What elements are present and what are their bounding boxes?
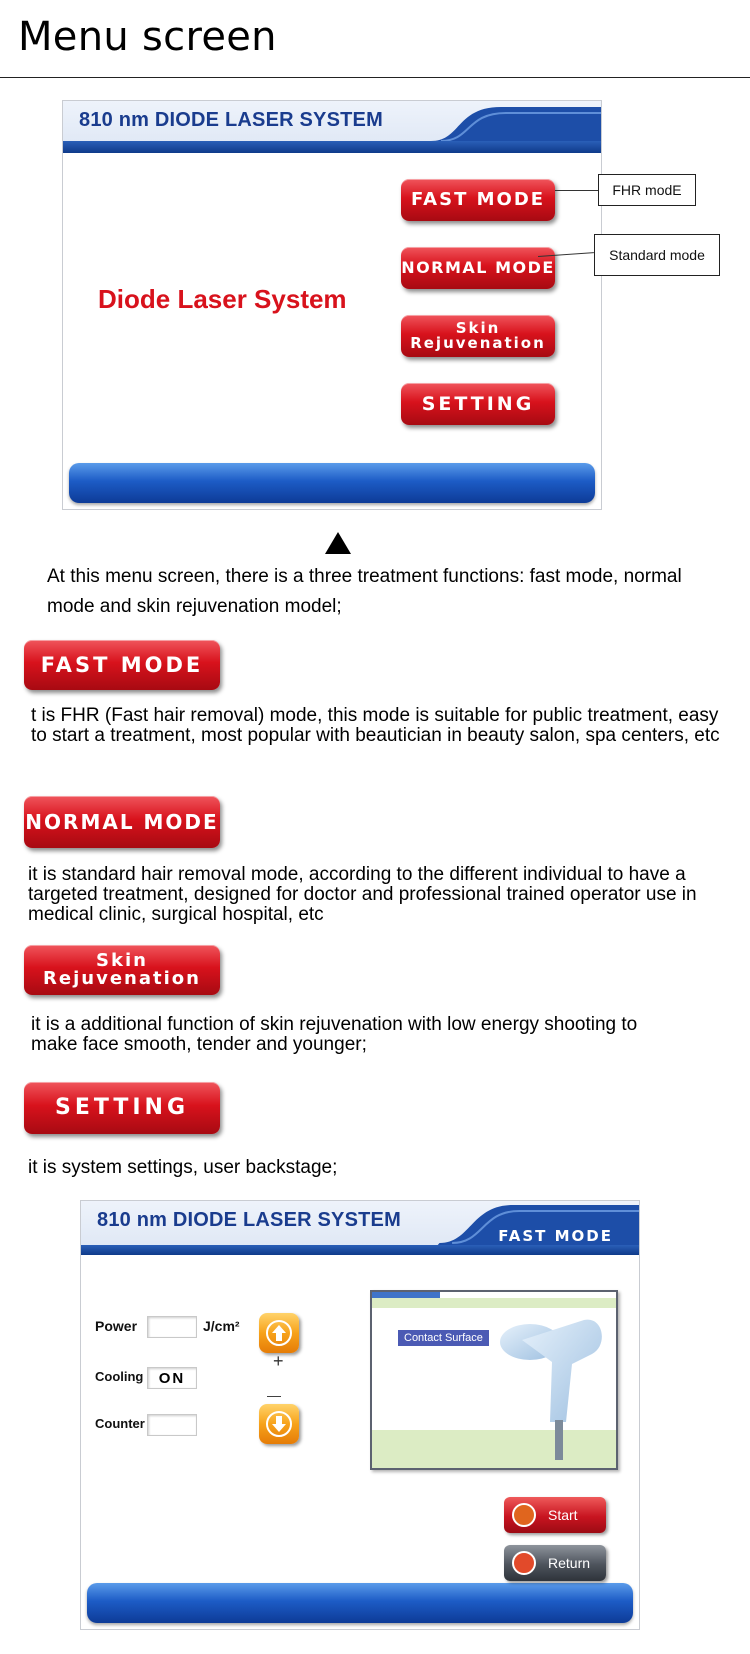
section-normal-mode-button[interactable]: NORMAL MODE xyxy=(24,796,220,848)
fhr-mode-callout: FHR modE xyxy=(598,174,696,206)
section-fast-mode-button[interactable]: FAST MODE xyxy=(24,640,220,690)
cooling-label: Cooling xyxy=(95,1369,144,1384)
up-arrow-icon xyxy=(325,532,351,554)
minus-sign: — xyxy=(267,1387,281,1403)
menu-bottom-bar xyxy=(69,463,595,503)
handpiece-icon xyxy=(372,1292,618,1470)
center-title: Diode Laser System xyxy=(98,284,347,314)
normal-mode-button[interactable]: NORMAL MODE xyxy=(401,247,555,289)
plus-sign: + xyxy=(273,1351,284,1371)
power-up-button[interactable] xyxy=(259,1313,299,1353)
start-label: Start xyxy=(548,1507,578,1523)
menu-screen-header xyxy=(63,101,601,153)
return-button[interactable] xyxy=(504,1545,606,1581)
skin-rejuvenation-button[interactable] xyxy=(401,315,555,357)
return-label: Return xyxy=(548,1555,591,1571)
fast-mode-bottom-bar xyxy=(87,1583,633,1623)
setting-description: it is system settings, user backstage; xyxy=(28,1157,338,1178)
power-down-button[interactable] xyxy=(259,1404,299,1444)
header-blue-line xyxy=(63,141,601,153)
menu-screen xyxy=(62,100,602,510)
counter-label: Counter xyxy=(95,1416,145,1431)
standard-mode-callout: Standard mode xyxy=(594,234,720,276)
mode-label: FAST MODE xyxy=(498,1227,613,1245)
skin-rejuvenation-description: it is a additional function of skin rejuvenation with low energy shooting to make face smooth, tender and younger; xyxy=(31,1014,638,1055)
page-title: Menu screen xyxy=(18,14,277,60)
fast-mode-header xyxy=(81,1201,639,1255)
handpiece-panel xyxy=(370,1290,618,1470)
cooling-value[interactable]: ON xyxy=(147,1367,197,1389)
start-button[interactable] xyxy=(504,1497,606,1533)
counter-value xyxy=(147,1414,197,1436)
power-unit: J/cm² xyxy=(203,1318,240,1334)
fast-mode-button[interactable]: FAST MODE xyxy=(401,179,555,221)
system-title: 810 nm DIODE LASER SYSTEM xyxy=(79,109,383,131)
title-divider xyxy=(0,77,750,78)
section-skin-line1: Skin xyxy=(96,950,148,971)
power-label: Power xyxy=(95,1318,138,1334)
arrow-up-icon xyxy=(265,1319,293,1347)
fast-mode-system-title: 810 nm DIODE LASER SYSTEM xyxy=(97,1209,401,1231)
setting-button[interactable]: SETTING xyxy=(401,383,555,425)
fast-header-blue-line xyxy=(81,1245,639,1255)
fast-mode-description: t is FHR (Fast hair removal) mode, this mode is suitable for public treatment, easy to start a treatment, most popular with beautician in beauty salon, spa centers, etc xyxy=(31,705,720,746)
skin-line2: Rejuvenation xyxy=(410,334,546,352)
return-icon xyxy=(512,1551,536,1575)
intro-text: At this menu screen, there is a three treatment functions: fast mode, normal mode and skin rejuvenation model; xyxy=(47,566,682,617)
arrow-down-icon xyxy=(265,1410,293,1438)
section-skin-line2: Rejuvenation xyxy=(43,968,201,989)
start-icon xyxy=(512,1503,536,1527)
normal-mode-description: it is standard hair removal mode, according to the different individual to have a targeted treatment, designed for doctor and professional trained operator use in medical clinic, surgical hospital, etc xyxy=(28,864,697,925)
section-setting-button[interactable]: SETTING xyxy=(24,1082,220,1134)
fast-callout-line xyxy=(555,190,600,191)
skin-line1: Skin xyxy=(455,319,501,337)
section-skin-rejuvenation-button[interactable] xyxy=(24,945,220,995)
contact-surface-label: Contact Surface xyxy=(398,1330,489,1346)
power-input[interactable] xyxy=(147,1316,197,1338)
